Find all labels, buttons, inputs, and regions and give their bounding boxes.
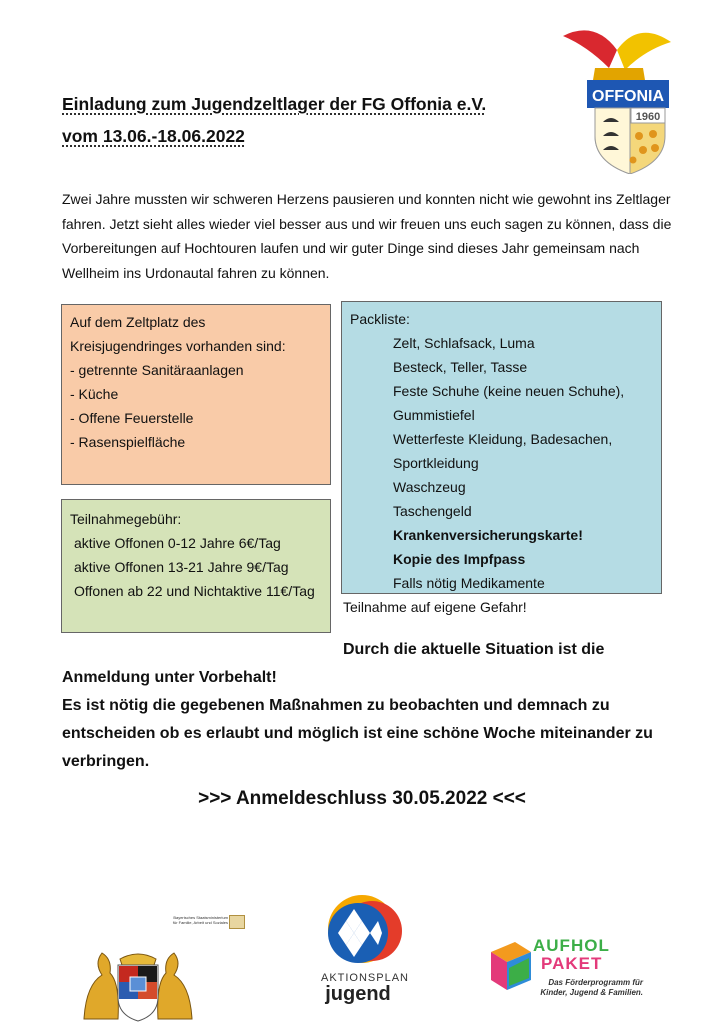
packlist-item: Wetterfeste Kleidung, Badesachen, Sportkleidung: [393, 431, 613, 471]
facilities-item: - Rasenspielfläche: [70, 434, 186, 450]
intro-paragraph: Zwei Jahre mussten wir schweren Herzens pausieren und konnten nicht wie gewohnt ins Zeltlager fahren. Jetzt sieht alles wieder viel besser aus und wir freuen uns euch sagen zu können, dass die Vorbereitungen auf Hochtouren laufen und wir guter Dinge sind dieses Jahr gemeinsam nach Wellheim ins Urdonautal fahren zu können.: [62, 191, 672, 281]
offonia-logo: [555, 24, 675, 174]
facilities-item: - Küche: [70, 386, 119, 402]
paket-label: PAKET: [541, 954, 603, 973]
svg-text:OFFONIA: OFFONIA: [592, 88, 664, 105]
warning-line2: Anmeldung unter Vorbehalt!: [62, 669, 277, 686]
fees-item: aktive Offonen 13-21 Jahre 9€/Tag: [74, 559, 289, 575]
facilities-box: [61, 304, 331, 485]
facilities-heading: Auf dem Zeltplatz des Kreisjugendringes vorhanden sind:: [70, 314, 286, 354]
packlist-item: Besteck, Teller, Tasse: [393, 359, 528, 375]
aktionsplan-jugend-logo: [310, 893, 420, 1008]
facilities-item: - getrennte Sanitäraanlagen: [70, 362, 244, 378]
packlist-item: Kopie des Impfpass: [393, 551, 526, 567]
fees-heading: Teilnahmegebühr:: [70, 511, 182, 527]
packlist-item: Taschengeld: [393, 503, 472, 519]
packlist-item: Waschzeug: [393, 479, 466, 495]
svg-text:1960: 1960: [635, 111, 661, 123]
page-title-line1: Einladung zum Jugendzeltlager der FG Offonia e.V.: [62, 94, 487, 114]
jugend-label: jugend: [325, 983, 391, 1005]
risk-note: Teilnahme auf eigene Gefahr!: [343, 599, 527, 615]
fees-item: aktive Offonen 0-12 Jahre 6€/Tag: [74, 535, 281, 551]
packlist-item: Falls nötig Medikamente: [393, 575, 545, 591]
page-title-line2: vom 13.06.-18.06.2022: [62, 126, 245, 146]
aufholpaket-logo: [487, 936, 647, 1016]
aufholpaket-tagline: Das Förderprogramm für Kinder, Jugend & Familien.: [540, 978, 643, 997]
fees-item: Offonen ab 22 und Nichtaktive 11€/Tag: [74, 583, 315, 599]
fees-box: [61, 499, 331, 633]
warning-line1: Durch die aktuelle Situation ist die: [343, 641, 605, 658]
packlist-box: [341, 301, 662, 594]
packlist-heading: Packliste:: [350, 311, 410, 327]
packlist-item: Feste Schuhe (keine neuen Schuhe), Gummistiefel: [393, 383, 625, 423]
warning-line3: Es ist nötig die gegebenen Maßnahmen zu beobachten und demnach zu entscheiden ob es erlaubt und möglich ist eine schöne Woche miteinander zu verbringen.: [62, 697, 653, 770]
packlist-item: Zelt, Schlafsack, Luma: [393, 335, 535, 351]
ministry-emblem-icon: [229, 915, 245, 929]
bavaria-coat-of-arms: [80, 945, 196, 1028]
ministry-text: Bayerisches Staatsministerium für Familie, Arbeit und Soziales: [172, 915, 228, 925]
facilities-item: - Offene Feuerstelle: [70, 410, 194, 426]
packlist-item: Krankenversicherungskarte!: [393, 527, 583, 543]
deadline: >>> Anmeldeschluss 30.05.2022 <<<: [198, 788, 526, 809]
aktionsplan-label: AKTIONSPLAN: [320, 972, 410, 984]
aufhol-label: AUFHOL: [533, 936, 610, 955]
